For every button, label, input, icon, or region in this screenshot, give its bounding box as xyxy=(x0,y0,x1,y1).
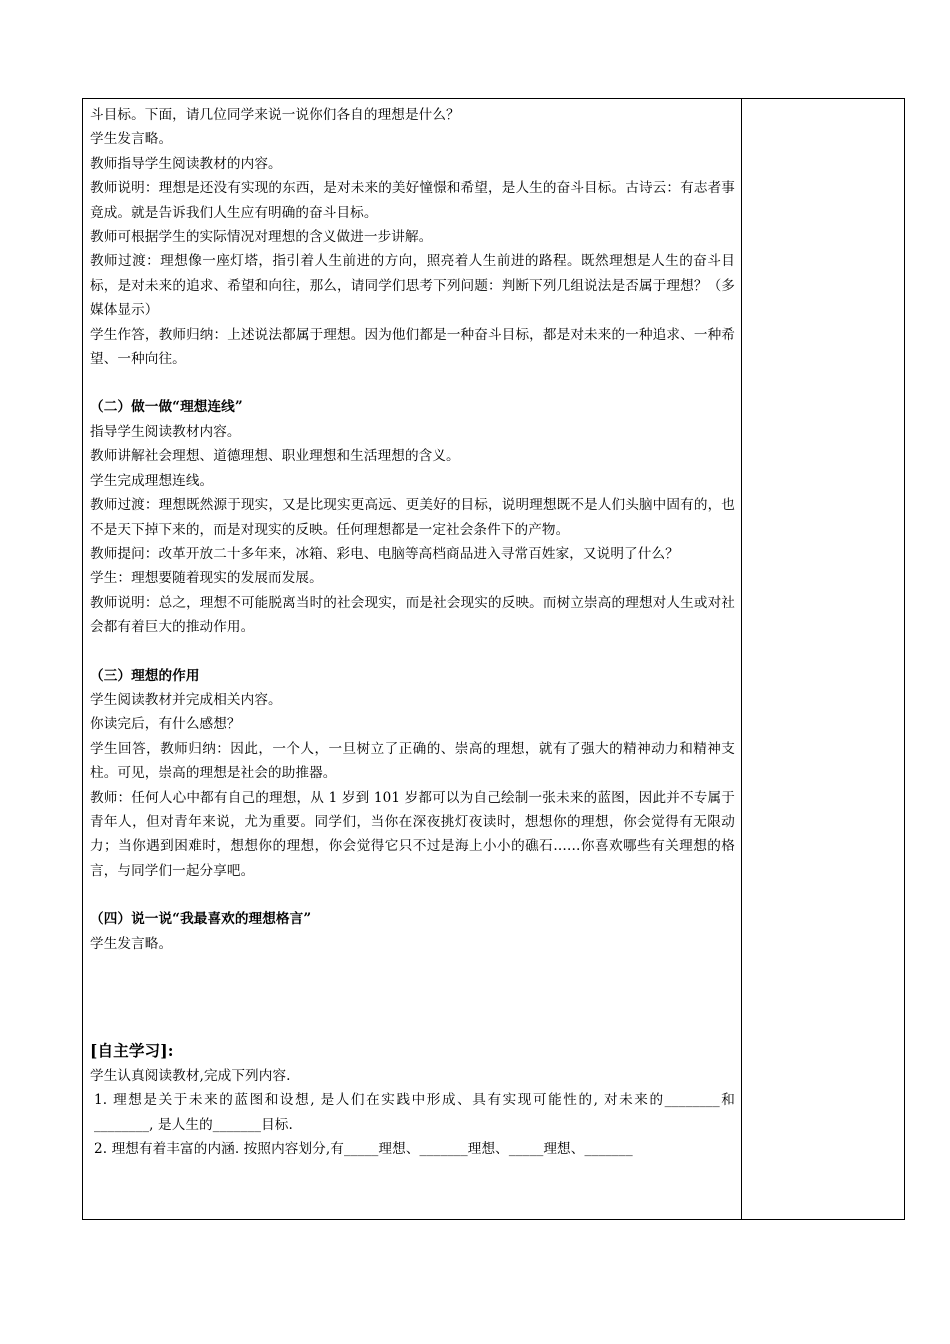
self-study-heading: [自主学习]: xyxy=(90,1041,174,1060)
lesson-table xyxy=(82,98,905,1220)
question-2: 2. 理想有着丰富的内涵. 按照内容划分,有_____理想、_______理想、_____理想、_______ xyxy=(94,1141,633,1158)
paragraph: 教师说明：总之，理想不可能脱离当时的社会现实，而是社会现实的反映。而树立崇高的理想对人生或对社会都有着巨大的推动作用。 xyxy=(90,594,735,636)
paragraph: 学生完成理想连线。 xyxy=(90,472,214,489)
lesson-content xyxy=(83,99,741,1162)
spacer xyxy=(90,640,735,664)
paragraph: 指导学生阅读教材内容。 xyxy=(90,423,241,440)
paragraph: 你读完后，有什么感想？ xyxy=(90,716,241,733)
paragraph: 学生认真阅读教材,完成下列内容. xyxy=(90,1068,291,1084)
paragraph: 斗目标。下面，请几位同学来说一说你们各自的理想是什么？ xyxy=(90,107,460,123)
table-row xyxy=(83,99,905,1220)
paragraph: 教师说明：理想是还没有实现的东西，是对未来的美好憧憬和希望，是人生的奋斗目标。古诗云：有志者事竟成。就是告诉我们人生应有明确的奋斗目标。 xyxy=(90,180,735,221)
question-1: 1. 理想是关于未来的蓝图和设想, 是人们在实践中形成、具有实现可能性的, 对未来的________和________, 是人生的_______目标. xyxy=(94,1092,735,1133)
paragraph: 学生发言略。 xyxy=(90,935,173,952)
paragraph: 教师提问：改革开放二十多年来，冰箱、彩电、电脑等高档商品进入寻常百姓家，又说明了什么？ xyxy=(90,545,679,562)
paragraph: 教师：任何人心中都有自己的理想，从 1 岁到 101 岁都可以为自己绘制一张未来的蓝图，因此并不专属于青年人，但对青年来说，尤为重要。同学们，当你在深夜挑灯夜读时，想想你的理想，你会觉得有无限动力；当你遇到困难时，想想你的理想，你会觉得它只不过是海上小小的礁石……你喜欢哪些有关理想的格言，与同学们一起分享吧。 xyxy=(90,789,735,879)
paragraph: 学生阅读教材并完成相关内容。 xyxy=(90,691,282,708)
paragraph: 学生作答，教师归纳：上述说法都属于理想。因为他们都是一种奋斗目标，都是对未来的一种追求、一种希望、一种向往。 xyxy=(90,326,735,368)
paragraph: 教师过渡：理想既然源于现实，又是比现实更高远、更美好的目标，说明理想既不是人们头脑中固有的，也不是天下掉下来的，而是对现实的反映。任何理想都是一定社会条件下的产物。 xyxy=(90,497,735,538)
spacer xyxy=(90,371,735,395)
paragraph: 教师讲解社会理想、道德理想、职业理想和生活理想的含义。 xyxy=(90,448,460,465)
paragraph: 教师可根据学生的实际情况对理想的含义做进一步讲解。 xyxy=(90,229,433,246)
section-heading-2: （二）做一做“理想连线” xyxy=(90,399,243,416)
paragraph: 学生：理想要随着现实的发展而发展。 xyxy=(90,570,323,587)
section-heading-4: （四）说一说“我最喜欢的理想格言” xyxy=(90,911,312,928)
section-heading-3: （三）理想的作用 xyxy=(90,667,200,684)
paragraph: 学生发言略。 xyxy=(90,131,173,148)
spacer xyxy=(90,956,735,1038)
spacer xyxy=(90,883,735,907)
paragraph: 学生回答，教师归纳：因此，一个人，一旦树立了正确的、崇高的理想，就有了强大的精神动力和精神支柱。可见，崇高的理想是社会的助推器。 xyxy=(90,740,735,782)
main-cell xyxy=(83,99,742,1220)
side-cell xyxy=(742,99,905,1220)
paragraph: 教师指导学生阅读教材的内容。 xyxy=(90,155,282,172)
paragraph: 教师过渡：理想像一座灯塔，指引着人生前进的方向，照亮着人生前进的路程。既然理想是人生的奋斗目标，是对未来的追求、希望和向往，那么，请同学们思考下列问题：判断下列几组说法是否属于理想？（多媒体显示） xyxy=(90,253,735,319)
